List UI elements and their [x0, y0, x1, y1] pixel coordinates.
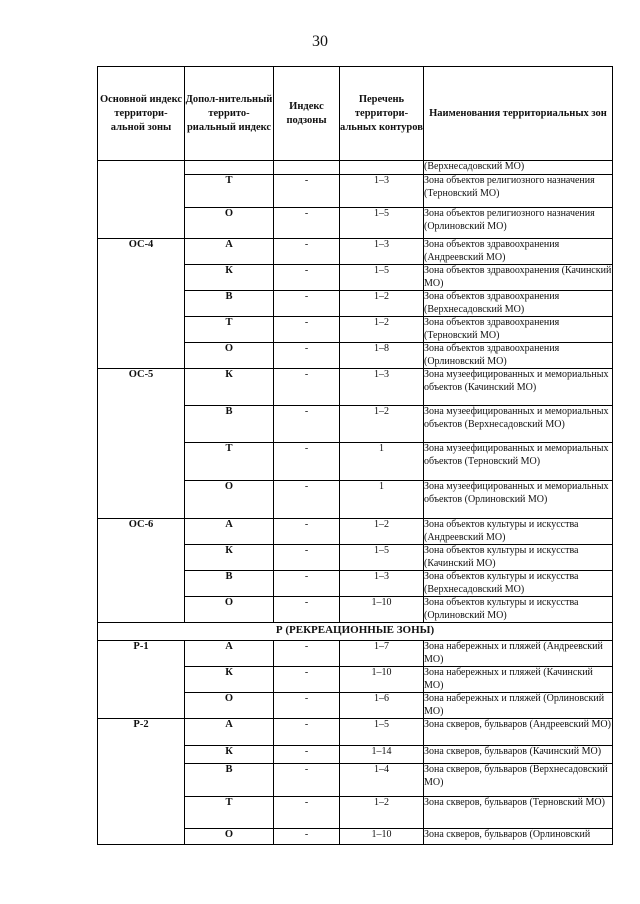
contour-list: 1–10: [340, 667, 424, 693]
header-zone-names: Наименования территориальных зон: [424, 67, 613, 161]
zone-name: Зона объектов культуры и искусства (Верхнесадовский МО): [424, 571, 613, 597]
contour-list: 1–3: [340, 369, 424, 406]
main-zone-index: Р-1: [98, 641, 185, 719]
contour-list: 1–3: [340, 571, 424, 597]
header-contour-list: Перечень территори-альных контуров: [340, 67, 424, 161]
zone-name: Зона объектов здравоохранения (Орлиновский МО): [424, 343, 613, 369]
additional-index: В: [185, 406, 274, 443]
additional-index: [185, 161, 274, 175]
zone-name: Зона объектов культуры и искусства (Андреевский МО): [424, 519, 613, 545]
additional-index: К: [185, 369, 274, 406]
header-main-index: Основной индекс территори-альной зоны: [98, 67, 185, 161]
subzone-index: -: [274, 693, 340, 719]
additional-index: Т: [185, 797, 274, 829]
additional-index: О: [185, 693, 274, 719]
subzone-index: -: [274, 443, 340, 481]
subzone-index: -: [274, 239, 340, 265]
zone-name: Зона скверов, бульваров (Терновский МО): [424, 797, 613, 829]
subzone-index: -: [274, 208, 340, 239]
additional-index: Т: [185, 175, 274, 208]
contour-list: 1–5: [340, 208, 424, 239]
table-row: [98, 719, 613, 746]
additional-index: О: [185, 208, 274, 239]
contour-list: 1–2: [340, 291, 424, 317]
contour-list: [340, 161, 424, 175]
main-zone-index: Р-2: [98, 719, 185, 845]
subzone-index: -: [274, 291, 340, 317]
subzone-index: -: [274, 764, 340, 797]
zone-name: Зона объектов религиозного назначения (Терновский МО): [424, 175, 613, 208]
contour-list: 1–2: [340, 797, 424, 829]
additional-index: О: [185, 829, 274, 845]
table-row: [98, 369, 613, 406]
subzone-index: -: [274, 369, 340, 406]
contour-list: 1–2: [340, 519, 424, 545]
zones-table: [97, 66, 613, 845]
zone-name: Зона набережных и пляжей (Орлиновский МО): [424, 693, 613, 719]
additional-index: О: [185, 597, 274, 623]
additional-index: К: [185, 746, 274, 764]
table-row: [98, 161, 613, 175]
additional-index: В: [185, 764, 274, 797]
zone-name: Зона набережных и пляжей (Качинский МО): [424, 667, 613, 693]
table-body: [98, 161, 613, 845]
subzone-index: -: [274, 406, 340, 443]
subzone-index: -: [274, 667, 340, 693]
additional-index: А: [185, 519, 274, 545]
subzone-index: -: [274, 519, 340, 545]
subzone-index: -: [274, 343, 340, 369]
contour-list: 1–2: [340, 317, 424, 343]
additional-index: Т: [185, 443, 274, 481]
subzone-index: -: [274, 265, 340, 291]
contour-list: 1–5: [340, 545, 424, 571]
table-row: [98, 519, 613, 545]
main-zone-index: ОС-6: [98, 519, 185, 623]
additional-index: К: [185, 545, 274, 571]
zone-name: Зона музеефицированных и мемориальных объектов (Терновский МО): [424, 443, 613, 481]
subzone-index: -: [274, 719, 340, 746]
zone-name: Зона объектов здравоохранения (Качинский МО): [424, 265, 612, 289]
subzone-index: -: [274, 746, 340, 764]
section-title: Р (РЕКРЕАЦИОННЫЕ ЗОНЫ): [98, 623, 613, 641]
zone-name: Зона объектов религиозного назначения (Орлиновский МО): [424, 208, 613, 239]
subzone-index: -: [274, 545, 340, 571]
header-additional-index: Допол-нительный террито-риальный индекс: [185, 67, 274, 161]
contour-list: 1–14: [340, 746, 424, 764]
zone-name: Зона объектов здравоохранения (Терновский МО): [424, 317, 613, 343]
main-zone-index: ОС-5: [98, 369, 185, 519]
additional-index: Т: [185, 317, 274, 343]
subzone-index: -: [274, 829, 340, 845]
contour-list: 1: [340, 481, 424, 519]
contour-list: 1–7: [340, 641, 424, 667]
zone-name: Зона набережных и пляжей (Андреевский МО): [424, 641, 613, 667]
zone-name: Зона объектов здравоохранения (Верхнесадовский МО): [424, 291, 613, 317]
contour-list: 1–2: [340, 406, 424, 443]
zone-name: (Верхнесадовский МО): [424, 161, 613, 175]
subzone-index: -: [274, 481, 340, 519]
contour-list: 1–5: [340, 719, 424, 746]
page-number: 30: [312, 33, 328, 50]
section-row: [98, 623, 613, 641]
subzone-index: -: [274, 571, 340, 597]
additional-index: А: [185, 719, 274, 746]
zone-name: Зона скверов, бульваров (Верхнесадовский МО): [424, 764, 613, 797]
contour-list: 1–10: [340, 829, 424, 845]
zone-name: Зона скверов, бульваров (Орлиновский: [424, 829, 613, 845]
table-row: [98, 239, 613, 265]
header-subzone-index: Индекс подзоны: [274, 67, 340, 161]
zone-name: Зона музеефицированных и мемориальных объектов (Верхнесадовский МО): [424, 406, 613, 443]
main-zone-index: ОС-4: [98, 239, 185, 369]
zone-name: Зона объектов культуры и искусства (Орлиновский МО): [424, 597, 613, 623]
contour-list: 1–6: [340, 693, 424, 719]
additional-index: А: [185, 239, 274, 265]
contour-list: 1–4: [340, 764, 424, 797]
main-zone-index: [98, 161, 185, 239]
contour-list: 1–8: [340, 343, 424, 369]
additional-index: В: [185, 571, 274, 597]
additional-index: О: [185, 343, 274, 369]
zone-name: Зона объектов здравоохранения (Андреевский МО): [424, 239, 613, 265]
contour-list: 1: [340, 443, 424, 481]
subzone-index: [274, 161, 340, 175]
subzone-index: -: [274, 797, 340, 829]
subzone-index: -: [274, 641, 340, 667]
subzone-index: -: [274, 317, 340, 343]
additional-index: О: [185, 481, 274, 519]
contour-list: 1–5: [340, 265, 424, 291]
table-header-row: [98, 67, 613, 161]
contour-list: 1–3: [340, 239, 424, 265]
zone-name: Зона объектов культуры и искусства (Качинский МО): [424, 545, 613, 571]
table-row: [98, 641, 613, 667]
zone-name: Зона музеефицированных и мемориальных объектов (Качинский МО): [424, 369, 613, 406]
subzone-index: -: [274, 175, 340, 208]
additional-index: В: [185, 291, 274, 317]
additional-index: К: [185, 265, 274, 291]
contour-list: 1–3: [340, 175, 424, 208]
zone-name: Зона скверов, бульваров (Качинский МО): [424, 746, 613, 764]
contour-list: 1–10: [340, 597, 424, 623]
subzone-index: -: [274, 597, 340, 623]
additional-index: К: [185, 667, 274, 693]
zone-name: Зона музеефицированных и мемориальных объектов (Орлиновский МО): [424, 481, 613, 519]
additional-index: А: [185, 641, 274, 667]
zone-name: Зона скверов, бульваров (Андреевский МО): [424, 719, 613, 746]
